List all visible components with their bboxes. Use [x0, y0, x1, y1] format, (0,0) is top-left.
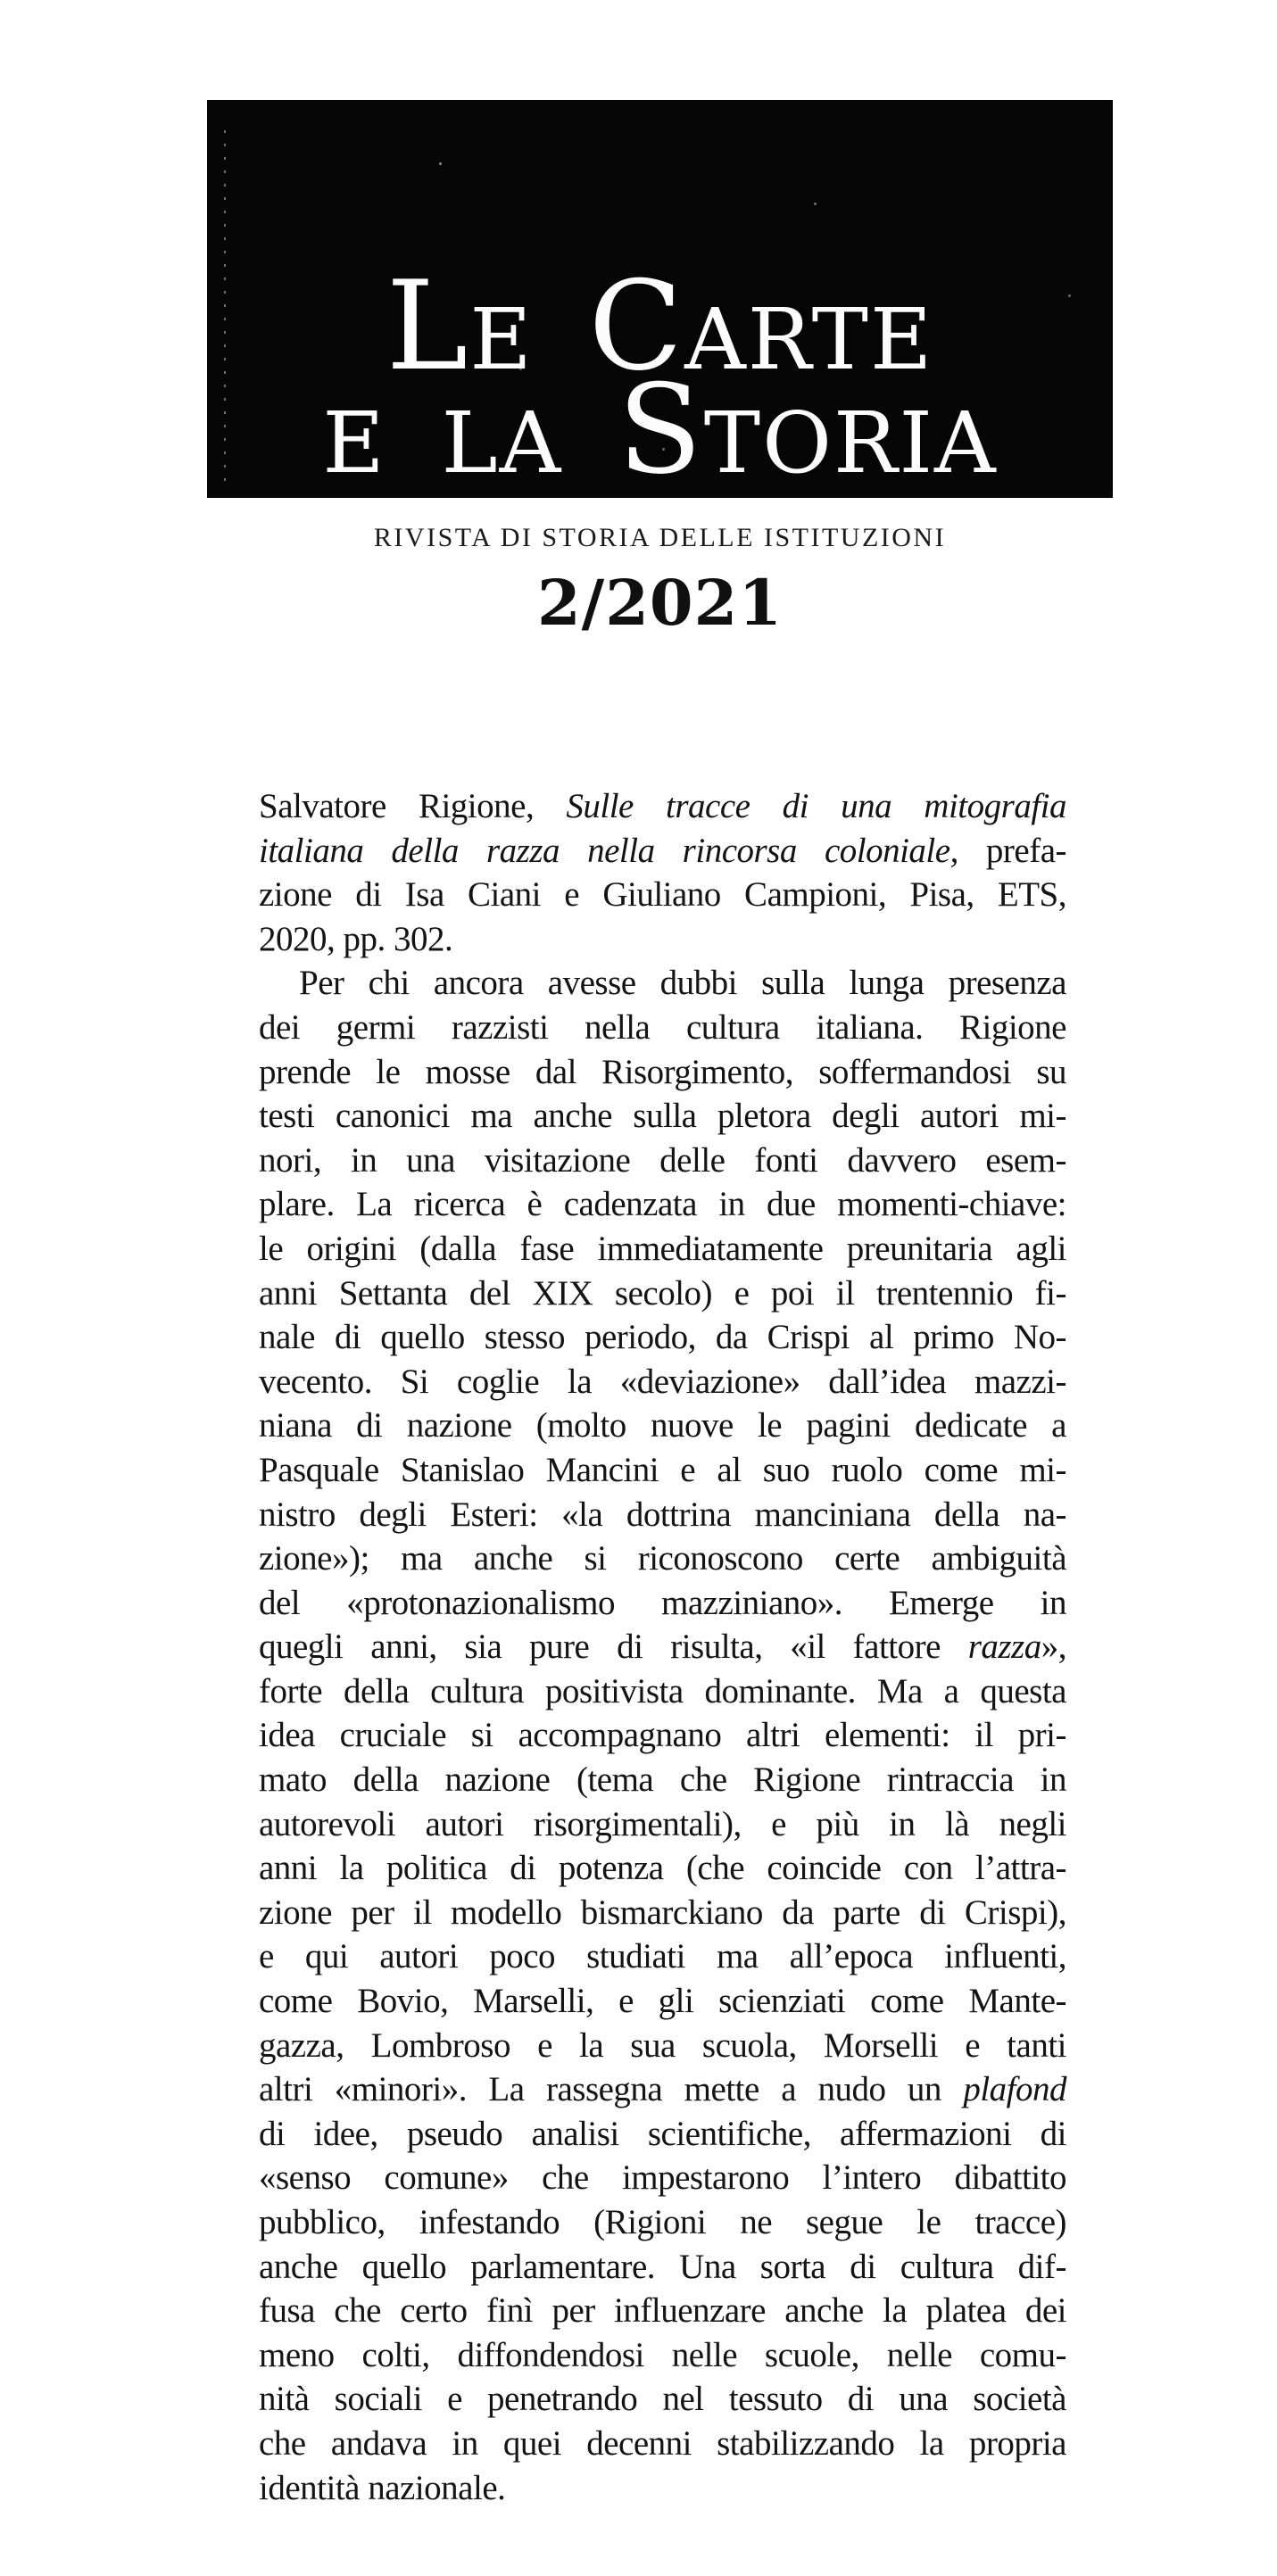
text-run: anche quello parlamentare. Una sorta di cultura dif-	[259, 2247, 1066, 2286]
paragraph	[259, 961, 1066, 2510]
text-run: meno colti, diffondendosi nelle scuole, nelle comu-	[259, 2335, 1066, 2374]
journal-masthead	[207, 100, 1113, 501]
journal-subtitle: RIVISTA DI STORIA DELLE ISTITUZIONI	[373, 523, 947, 552]
text-run: 2020, pp. 302.	[259, 919, 453, 958]
text-line	[259, 1006, 1066, 1050]
text-line	[259, 873, 1066, 917]
text-line	[259, 1050, 1066, 1095]
text-line	[259, 1669, 1066, 1714]
paragraph	[259, 784, 1066, 961]
italic-text-run: Sulle tracce di una mitografia	[566, 787, 1066, 825]
text-run: fusa che certo finì per influenzare anche la platea dei	[259, 2291, 1066, 2331]
text-line	[259, 1182, 1066, 1227]
text-run: di idee, pseudo analisi scientifiche, affermazioni di	[259, 2114, 1066, 2153]
text-run: prefa-	[958, 831, 1066, 870]
text-run: come Bovio, Marselli, e gli scienziati come Mante-	[259, 1982, 1066, 2021]
text-line	[259, 1094, 1066, 1139]
text-line	[259, 2245, 1066, 2290]
masthead-small-caps: E	[322, 394, 386, 493]
book-review-text	[259, 784, 1066, 2510]
italic-text-run: italiana della razza nella rincorsa coloniale,	[259, 831, 958, 870]
text-line	[259, 2466, 1066, 2511]
text-run: anni Settanta del XIX secolo) e poi il trentennio fi-	[259, 1273, 1066, 1313]
text-run: nistro degli Esteri: «la dottrina manciniana della na-	[259, 1495, 1066, 1534]
text-run: mato della nazione (tema che Rigione rintraccia in	[259, 1760, 1066, 1800]
text-line	[259, 1315, 1066, 1360]
text-run: zione»); ma anche si riconoscono certe ambiguità	[259, 1539, 1066, 1578]
text-run: zione di Isa Ciani e Giuliano Campioni, Pisa, ETS,	[259, 875, 1066, 915]
text-run: vecento. Si coglie la «deviazione» dall’idea mazzi-	[259, 1362, 1066, 1401]
masthead-small-caps: ARTE	[684, 291, 934, 389]
text-run: nale di quello stesso periodo, da Crispi al primo No-	[259, 1318, 1066, 1357]
text-run: autorevoli autori risorgimentali), e più in là negli	[259, 1804, 1066, 1843]
text-run: quegli anni, sia pure di risulta, «il fattore	[259, 1628, 968, 1667]
text-run: niana di nazione (molto nuove le pagini dedicate a	[259, 1406, 1066, 1445]
text-line	[259, 2200, 1066, 2245]
text-line	[259, 961, 1066, 1006]
text-line	[259, 1360, 1066, 1404]
text-line	[259, 1448, 1066, 1493]
text-line	[259, 1758, 1066, 1802]
text-line	[259, 1581, 1066, 1626]
text-run: Salvatore Rigione,	[259, 787, 567, 825]
text-line	[259, 1846, 1066, 1891]
text-run: e qui autori poco studiati ma all’epoca influenti,	[259, 1937, 1066, 1976]
text-run: del «protonazionalismo mazziniano». Emerge in	[259, 1583, 1066, 1622]
text-run: altri «minori». La rassegna mette a nudo un	[259, 2070, 964, 2109]
masthead-initial-cap: L	[386, 254, 470, 398]
text-run: nori, in una visitazione delle fonti davvero esem-	[259, 1140, 1066, 1180]
text-run: anni la politica di potenza (che coincide con l’attra-	[259, 1849, 1066, 1888]
text-line	[259, 2156, 1066, 2200]
masthead-small-caps: TORIA	[703, 394, 998, 493]
text-line	[259, 2377, 1066, 2422]
text-run: dei germi razzisti nella cultura italiana. Rigione	[259, 1007, 1066, 1047]
text-run: idea cruciale si accompagnano altri elementi: il pri-	[259, 1716, 1066, 1755]
text-line	[259, 2422, 1066, 2466]
text-run: «senso comune» che impestarono l’intero dibattito	[259, 2158, 1066, 2198]
text-line	[259, 2333, 1066, 2378]
scan-noise-dots	[439, 162, 442, 165]
text-line	[259, 2289, 1066, 2333]
text-line	[259, 1934, 1066, 1979]
text-run: prende le mosse dal Risorgimento, soffermandosi su	[259, 1052, 1066, 1091]
journal-title-line2	[207, 358, 1113, 501]
text-line	[259, 829, 1066, 874]
masthead-initial-cap: S	[618, 358, 704, 501]
text-line	[259, 1493, 1066, 1537]
text-line	[259, 2067, 1066, 2112]
text-line	[259, 1891, 1066, 1935]
text-line	[259, 784, 1066, 829]
text-line	[259, 917, 1066, 962]
text-run: Per chi ancora avesse dubbi sulla lunga presenza	[299, 964, 1066, 1003]
text-line	[259, 1271, 1066, 1316]
text-line	[259, 2024, 1066, 2068]
issue-number: 2/2021	[536, 566, 784, 640]
text-run: testi canonici ma anche sulla pletora degli autori mi-	[259, 1097, 1066, 1136]
text-line	[259, 1227, 1066, 1271]
text-line	[259, 1979, 1066, 2024]
masthead-small-caps: E	[469, 291, 534, 389]
masthead-small-caps: LA	[441, 394, 563, 493]
italic-text-run: razza	[967, 1628, 1041, 1667]
text-line	[259, 1802, 1066, 1847]
text-line	[259, 1139, 1066, 1183]
masthead-initial-cap: C	[588, 254, 685, 398]
text-run: »,	[1041, 1628, 1066, 1667]
text-run: le origini (dalla fase immediatamente preunitaria agli	[259, 1229, 1066, 1268]
text-line	[259, 1625, 1066, 1669]
text-run: forte della cultura positivista dominante. Ma a questa	[259, 1671, 1066, 1710]
text-run: gazza, Lombroso e la sua scuola, Morselli e tanti	[259, 2025, 1066, 2065]
text-line	[259, 1404, 1066, 1448]
text-run: Pasquale Stanislao Mancini e al suo ruolo come mi-	[259, 1450, 1066, 1489]
text-run: pubblico, infestando (Rigioni ne segue le tracce)	[259, 2203, 1066, 2241]
text-run: zione per il modello bismarckiano da parte di Crispi),	[259, 1893, 1066, 1932]
text-run: nità sociali e penetrando nel tessuto di una società	[259, 2380, 1066, 2419]
text-run: plare. La ricerca è cadenzata in due momenti-chiave:	[259, 1185, 1066, 1224]
text-line	[259, 2112, 1066, 2157]
text-line	[259, 1536, 1066, 1581]
italic-text-run: plafond	[963, 2070, 1066, 2109]
text-line	[259, 1713, 1066, 1758]
text-run: identità nazionale.	[259, 2468, 506, 2507]
text-run: che andava in quei decenni stabilizzando la propria	[259, 2423, 1066, 2463]
